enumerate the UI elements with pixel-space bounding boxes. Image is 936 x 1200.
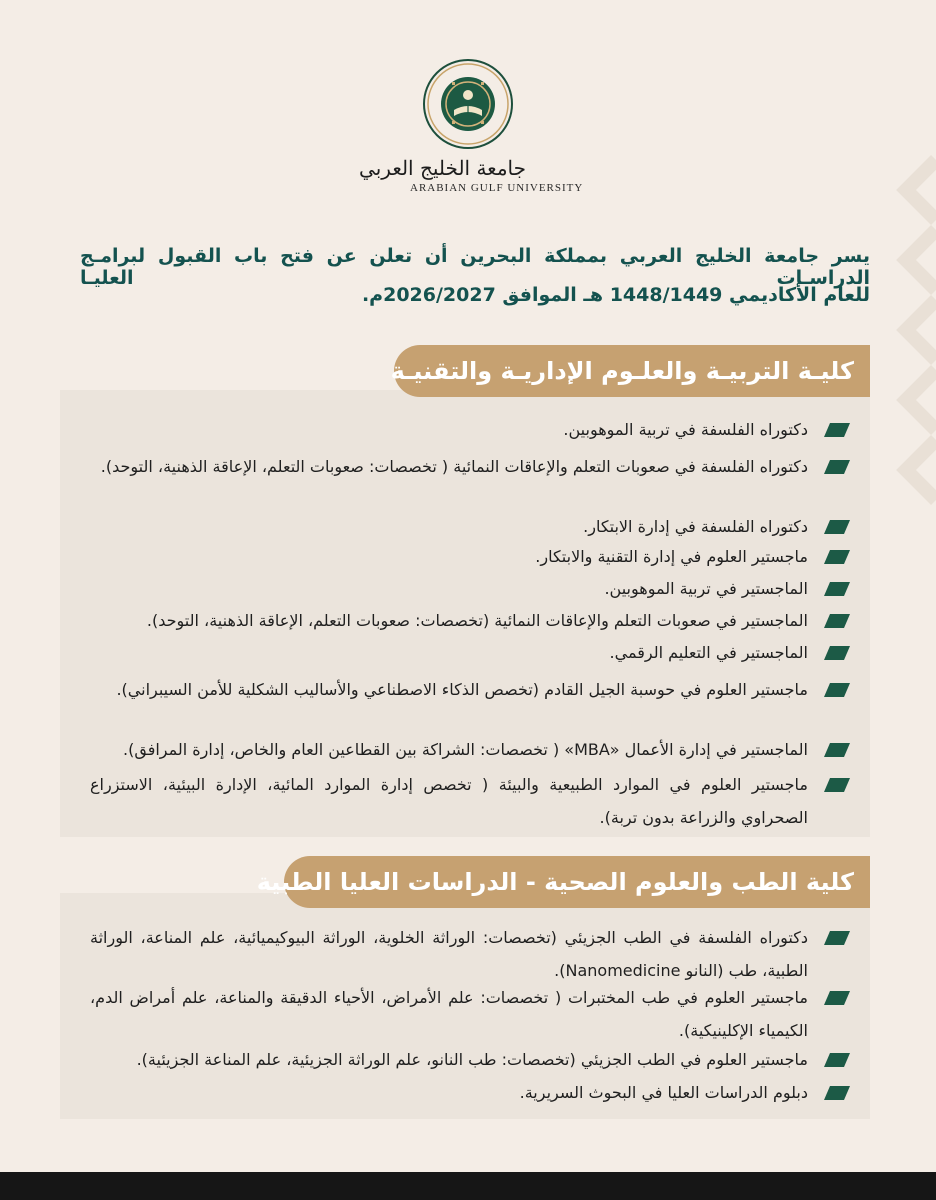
list-item [90, 768, 850, 834]
program-text: ماجستير العلوم في الطب الجزيئي (تخصصات: طب النانو، علم الوراثة الجزيئية، علم المناعة الجزيئية). [136, 1050, 808, 1069]
program-text: ماجستير العلوم في طب المختبرات ( تخصصات: علم الأمراض، الأحياء الدقيقة والمناعة، علم أمراض الدم، الكيمياء الإكلينيكية). [90, 988, 808, 1040]
program-text: الماجستير في صعوبات التعلم والإعاقات النمائية (تخصصات: صعوبات التعلم، الإعاقة الذهنية، التوحد). [146, 611, 808, 630]
section-title-medicine: كلية الطب والعلوم الصحية - الدراسات العليا الطبية [284, 856, 870, 908]
program-text: الماجستير في إدارة الأعمال «MBA» ( تخصصات: الشراكة بين القطاعين العام والخاص، إدارة المرافق). [123, 740, 808, 759]
list-item [90, 733, 850, 766]
bullet-icon [824, 991, 850, 1005]
university-logo [359, 58, 584, 194]
list-item [90, 510, 850, 543]
intro-line-1: يسر جامعة الخليج العربي بمملكة البحرين أن تعلن عن فتح باب القبول لبرامـج الدراسـات العليـا [80, 245, 870, 289]
program-text: دكتوراه الفلسفة في الطب الجزيئي (تخصصات: الوراثة الخلوية، الوراثة البيوكيميائية، علم المناعة، الوراثة الطبية، طب (النانو Nanomedicine). [90, 928, 808, 980]
list-item [90, 604, 850, 637]
list-item [90, 981, 850, 1047]
list-item [90, 673, 850, 706]
bullet-icon [824, 423, 850, 437]
university-seal-icon [422, 58, 514, 150]
bullet-icon [824, 931, 850, 945]
university-name-arabic: جامعة الخليج العربي [359, 156, 526, 180]
list-item [90, 450, 850, 483]
program-text: ماجستير العلوم في إدارة التقنية والابتكار. [535, 547, 808, 566]
program-text: دكتوراه الفلسفة في إدارة الابتكار. [583, 517, 808, 536]
program-text: الماجستير في تربية الموهوبين. [604, 579, 808, 598]
program-text: دكتوراه الفلسفة في صعوبات التعلم والإعاقات النمائية ( تخصصات: صعوبات التعلم، الإعاقة الذهنية، التوحد). [100, 457, 808, 476]
program-text: دكتوراه الفلسفة في تربية الموهوبين. [563, 420, 808, 439]
list-item [90, 540, 850, 573]
list-item [90, 636, 850, 669]
list-item [90, 1076, 850, 1109]
list-item [90, 572, 850, 605]
decorative-chevrons-icon [876, 150, 936, 570]
program-text: الماجستير في التعليم الرقمي. [609, 643, 808, 662]
bullet-icon [824, 1086, 850, 1100]
list-item [90, 1043, 850, 1076]
bullet-icon [824, 460, 850, 474]
bullet-icon [824, 550, 850, 564]
bullet-icon [824, 743, 850, 757]
bullet-icon [824, 582, 850, 596]
bullet-icon [824, 520, 850, 534]
program-text: ماجستير العلوم في حوسبة الجيل القادم (تخصص الذكاء الاصطناعي والأساليب الشكلية للأمن السيبراني). [116, 680, 808, 699]
intro-line-2: للعام الأكاديمي 1448/1449 هـ الموافق 2026/2027م. [361, 284, 870, 306]
list-item [90, 413, 850, 446]
bullet-icon [824, 1053, 850, 1067]
list-item [90, 921, 850, 987]
program-text: دبلوم الدراسات العليا في البحوث السريرية. [519, 1083, 808, 1102]
section-title-education: كليـة التربيـة والعلـوم الإداريـة والتقنيـة [394, 345, 870, 397]
bullet-icon [824, 778, 850, 792]
bullet-icon [824, 646, 850, 660]
program-text: ماجستير العلوم في الموارد الطبيعية والبيئة ( تخصص إدارة الموارد المائية، الإدارة البيئية، الاستزراع الصحراوي والزراعة بدون تربة). [90, 775, 808, 827]
bullet-icon [824, 683, 850, 697]
bullet-icon [824, 614, 850, 628]
university-name-english: ARABIAN GULF UNIVERSITY [410, 182, 584, 194]
